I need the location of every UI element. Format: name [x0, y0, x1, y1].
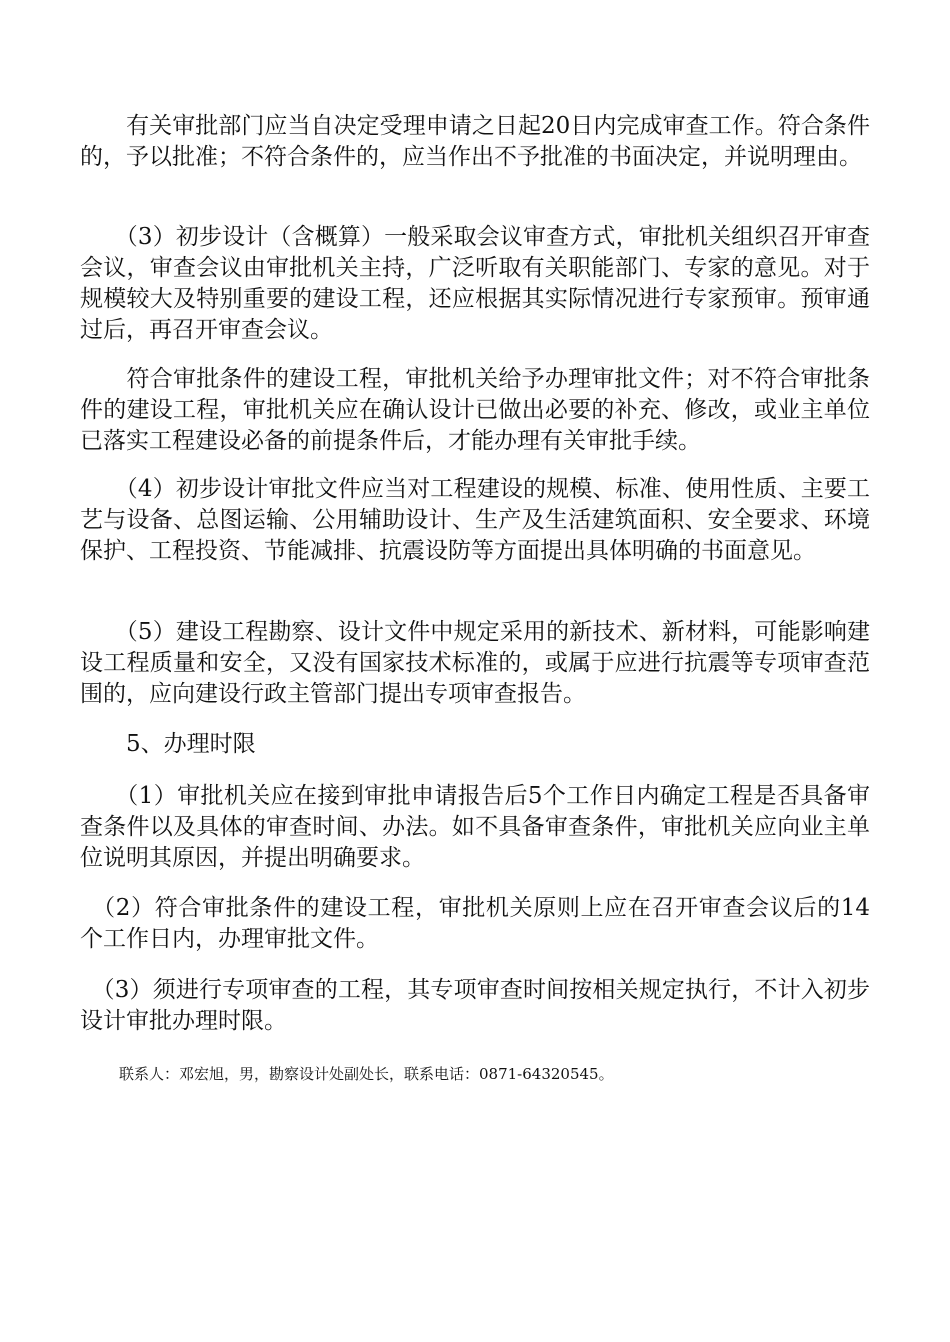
paragraph-time-limit-2: （2）符合审批条件的建设工程，审批机关原则上应在召开审查会议后的14个工作日内，办理审批文件。	[80, 895, 870, 952]
paragraph-time-limit-3: （3）须进行专项审查的工程，其专项审查时间按相关规定执行，不计入初步设计审批办理时限。	[80, 977, 870, 1034]
paragraph-review-deadline: 有关审批部门应当自决定受理申请之日起20日内完成审查工作。符合条件的，予以批准；不符合条件的，应当作出不予批准的书面决定，并说明理由。	[80, 113, 870, 170]
paragraph-time-limit-1: （1）审批机关应在接到审批申请报告后5个工作日内确定工程是否具备审查条件以及具体的审查时间、办法。如不具备审查条件，审批机关应向业主单位说明其原因，并提出明确要求。	[80, 783, 870, 871]
paragraph-special-review: （5）建设工程勘察、设计文件中规定采用的新技术、新材料，可能影响建设工程质量和安全，又没有国家技术标准的，或属于应进行抗震等专项审查范围的，应向建设行政主管部门提出专项审查报告。	[80, 619, 870, 707]
paragraph-approval-documents: 符合审批条件的建设工程，审批机关给予办理审批文件；对不符合审批条件的建设工程，审批机关应在确认设计已做出必要的补充、修改，或业主单位已落实工程建设必备的前提条件后，才能办理有关审批手续。	[80, 366, 870, 454]
paragraph-approval-content: （4）初步设计审批文件应当对工程建设的规模、标准、使用性质、主要工艺与设备、总图运输、公用辅助设计、生产及生活建筑面积、安全要求、环境保护、工程投资、节能减排、抗震设防等方面提出具体明确的书面意见。	[80, 476, 870, 564]
section-heading-time-limit: 5、办理时限	[80, 731, 256, 757]
paragraph-meeting-review: （3）初步设计（含概算）一般采取会议审查方式，审批机关组织召开审查会议，审查会议由审批机关主持，广泛听取有关职能部门、专家的意见。对于规模较大及特别重要的建设工程，还应根据其实际情况进行专家预审。预审通过后，再召开审查会议。	[80, 224, 870, 343]
contact-info: 联系人：邓宏旭，男，勘察设计处副处长，联系电话：0871-64320545。	[119, 1065, 614, 1083]
